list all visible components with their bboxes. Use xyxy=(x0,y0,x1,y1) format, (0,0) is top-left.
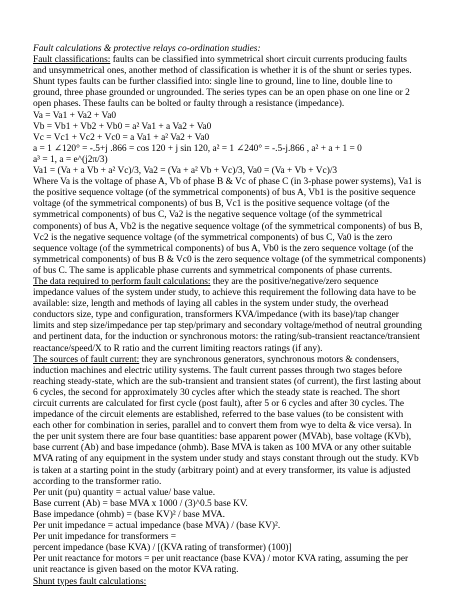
line-text: sequence voltage (of the symmetrical components) of bus A, Vb0 is the zero sequence voltage (of the xyxy=(33,243,414,254)
section-heading: Shunt types fault calculations: xyxy=(33,576,147,587)
document-line xyxy=(33,399,442,410)
line-text: and unsymmetrical ones, another method of classification is whether it is of the shunt or series types. xyxy=(33,66,412,77)
document-line xyxy=(33,443,442,454)
document-line xyxy=(33,477,442,488)
document-line xyxy=(33,532,442,543)
line-text: a³ = 1, a = e^(j2π/3) xyxy=(33,154,108,165)
document-line xyxy=(33,210,442,221)
line-text: according to the transformer ratio. xyxy=(33,476,162,487)
document-line xyxy=(33,565,442,576)
document-line xyxy=(33,155,442,166)
line-text: reaching steady-state, which are the sub-transient and transient states (of current), the first lasting about xyxy=(33,376,421,387)
line-text: percent impedance (base KVA) / [(KVA rating of transformer) (100)] xyxy=(33,543,292,554)
document-line xyxy=(33,510,442,521)
line-text: unit reactance is given based on the motor KVA rating. xyxy=(33,565,239,576)
document-body xyxy=(33,55,442,588)
line-text: Va1 = (Va + a Vb + a² Vc)/3, Va2 = (Va + a² Vb + Vc)/3, Va0 = (Va + Vb + Vc)/3 xyxy=(33,166,338,177)
line-text: Per unit reactance for motors = per unit reactance (base KVA) / motor KVA rating, assuming the per xyxy=(33,554,409,565)
document-line xyxy=(33,332,442,343)
document-line xyxy=(33,499,442,510)
document-line xyxy=(33,344,442,355)
section-heading: Fault classifications: xyxy=(33,55,111,66)
document-line xyxy=(33,77,442,88)
line-text: Base impedance (ohmb) = (base KV)² / base MVA. xyxy=(33,509,225,520)
line-text: Vc2 is the negative sequence voltage (of the symmetrical components) of bus C, Va0 is the zero xyxy=(33,232,393,243)
line-text: each other for combination in series, parallel and to convert them from wye to delta & vice versa). In xyxy=(33,421,412,432)
line-text: symmetrical components) of bus C, Va2 is the negative sequence voltage (of the symmetrical xyxy=(33,210,383,221)
document-line xyxy=(33,222,442,233)
line-text: 6 cycles, the second for approximately 30 cycles after which the steady state is reached. The short xyxy=(33,387,400,398)
section-heading: The sources of fault current: xyxy=(33,354,140,365)
document-line xyxy=(33,144,442,155)
document-line xyxy=(33,188,442,199)
document-line xyxy=(33,521,442,532)
document-line xyxy=(33,388,442,399)
document-line xyxy=(33,366,442,377)
line-text: base current (Ab) and base impedance (ohmb). Base MVA is taken as 100 MVA or any other suitable xyxy=(33,443,412,454)
line-text: and pertinent data, for the induction or synchronous motors: the rating/sub-transient reactance/transient xyxy=(33,332,420,343)
line-text: a = 1 ∠120° = -.5+j .866 = cos 120 + j sin 120, a² = 1 ∠240° = -.5-j.866 , a² + a + 1 = 0 xyxy=(33,143,362,154)
document-line xyxy=(33,55,442,66)
line-text: Shunt types faults can be further classified into: single line to ground, line to line, double line to xyxy=(33,77,393,88)
document-line xyxy=(33,88,442,99)
line-text: MVA rating of any equipment in the system under study and stays constant through out the study. KVb xyxy=(33,454,419,465)
line-text: Per unit (pu) quantity = actual value/ base value. xyxy=(33,487,216,498)
document-line xyxy=(33,99,442,110)
line-text: voltage (of the symmetrical components) of bus B, Vc1 is the positive sequence voltage (of the xyxy=(33,199,390,210)
line-text: limits and step size/impedance per tap step/primary and secondary voltage/method of neutral grounding xyxy=(33,321,422,332)
document-line xyxy=(33,299,442,310)
section-heading: The data required to perform fault calculations: xyxy=(33,276,211,287)
document-line xyxy=(33,233,442,244)
line-text: conductors size, type and configuration, transformers KVA/impedance (with its base)/tap changer xyxy=(33,310,399,321)
document-line xyxy=(33,66,442,77)
line-text: impedance values of the system under study, to achieve this requirement the following data have to be xyxy=(33,288,416,299)
document-line xyxy=(33,266,442,277)
line-text: they are the positive/negative/zero sequence xyxy=(210,276,379,287)
document-line xyxy=(33,255,442,266)
document-line xyxy=(33,410,442,421)
line-text: available: size, length and methods of laying all cables in the system under study, the overhead xyxy=(33,299,389,310)
document-line xyxy=(33,543,442,554)
document-line xyxy=(33,421,442,432)
line-text: Va = Va1 + Va2 + Va0 xyxy=(33,110,117,121)
document-title: Fault calculations & protective relays co-ordination studies: xyxy=(33,44,261,54)
line-text: is taken at a starting point in the study (arbitrary point) and at every transformer, its value is adjusted xyxy=(33,465,411,476)
document-line xyxy=(33,554,442,565)
document-line xyxy=(33,122,442,133)
document-line xyxy=(33,288,442,299)
line-text: impedance of the circuit elements are established, referred to the base values (to be consistent with xyxy=(33,410,404,421)
document-line xyxy=(33,244,442,255)
line-text: reactance/speed/X to R ratio and the current limiting reactors ratings (if any). xyxy=(33,343,323,354)
document-line xyxy=(33,166,442,177)
document-line xyxy=(33,466,442,477)
line-text: Per unit impedance for transformers = xyxy=(33,532,177,543)
document-line xyxy=(33,432,442,443)
line-text: symmetrical components) of bus B & Vc0 is the zero sequence voltage (of the symmetrical components) xyxy=(33,254,426,265)
document-line xyxy=(33,377,442,388)
document-line xyxy=(33,454,442,465)
document-line xyxy=(33,133,442,144)
line-text: the positive sequence voltage (of the symmetrical components) of bus A, Vb1 is the positive sequence xyxy=(33,188,416,199)
line-text: Where Va is the voltage of phase A, Vb of phase B & Vc of phase C (in 3-phase power systems), Va1 is xyxy=(33,177,422,188)
document-line xyxy=(33,277,442,288)
document-line xyxy=(33,199,442,210)
line-text: open phases. These faults can be bolted or faulty through a resistance (impedance). xyxy=(33,99,345,110)
line-text: Base current (Ab) = base MVA x 1000 / (3)^0.5 base KV. xyxy=(33,498,248,509)
line-text: they are synchronous generators, synchronous motors & condensers, xyxy=(139,354,400,365)
document-line xyxy=(33,177,442,188)
line-text: ground, three phase grounded or ungrounded. The series types can be an open phase on one line or 2 xyxy=(33,88,410,99)
line-text: components) of bus A, Vb2 is the negative sequence voltage (of the symmetrical components) of bus B, xyxy=(33,221,423,232)
line-text: Per unit impedance = actual impedance (base MVA) / (base KV)². xyxy=(33,521,281,532)
line-text: of bus C. The same is applicable phase currents and symmetrical components of phase currents. xyxy=(33,265,393,276)
line-text: Vc = Vc1 + Vc2 + Vc0 = a Va1 + a² Va2 + Va0 xyxy=(33,132,210,143)
document-line xyxy=(33,577,442,588)
line-text: circuit currents are calculated for first cycle (post fault), after 5 or 6 cycles and after 30 cycles. The xyxy=(33,399,405,409)
line-text: faults can be classified into symmetrical short circuit currents producing faults xyxy=(110,55,407,66)
line-text: induction machines and electric utility systems. The fault current passes through two stages before xyxy=(33,365,402,376)
line-text: Vb = Vb1 + Vb2 + Vb0 = a² Va1 + a Va2 + Va0 xyxy=(33,121,212,132)
document-line xyxy=(33,111,442,122)
document-line xyxy=(33,488,442,499)
document-line xyxy=(33,355,442,366)
document-line xyxy=(33,321,442,332)
document-line xyxy=(33,310,442,321)
line-text: the per unit system there are four base quantities: base apparent power (MVAb), base voltage (KVb), xyxy=(33,432,412,443)
